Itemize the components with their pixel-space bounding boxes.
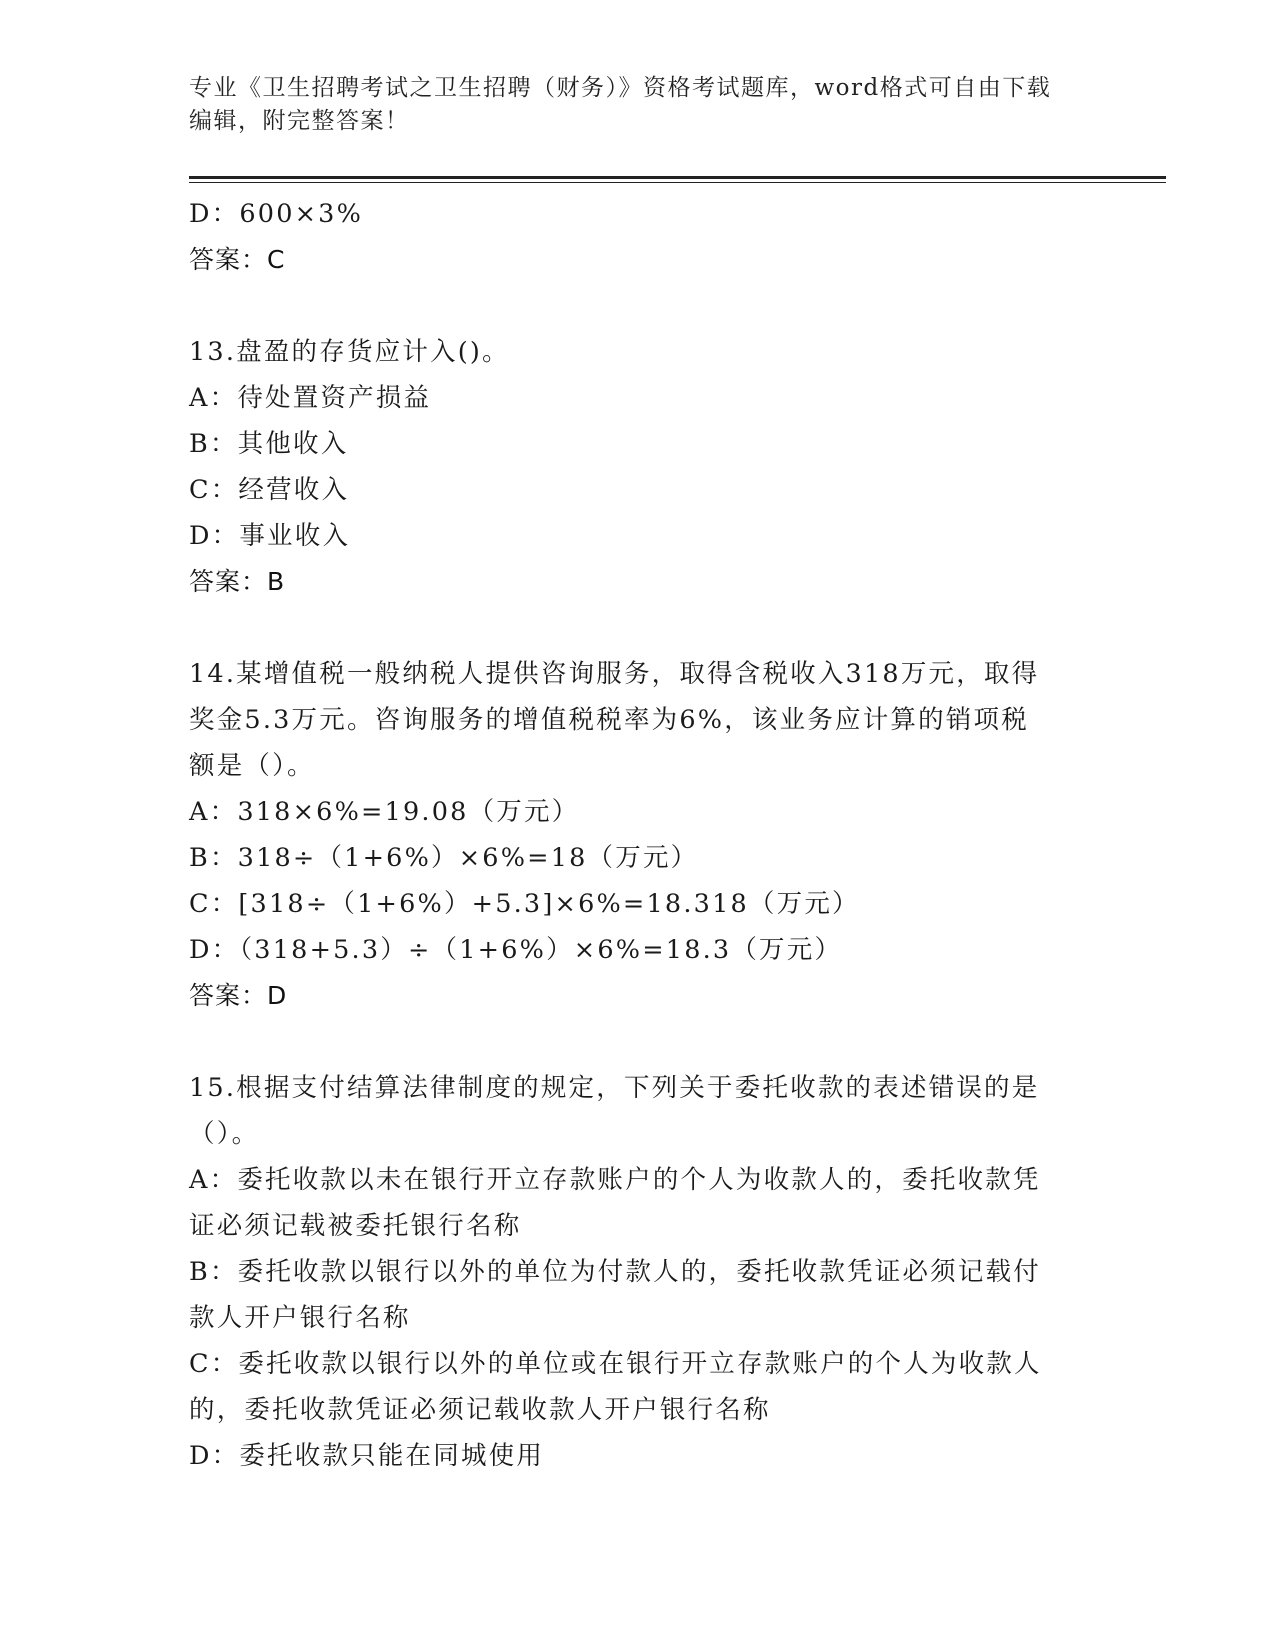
option-b-line: B：委托收款以银行以外的单位为付款人的，委托收款凭证必须记载付 — [189, 1257, 1041, 1287]
option-a-line: 证必须记载被委托银行名称 — [189, 1211, 522, 1241]
question-stem: 13.盘盈的存货应计入()。 — [189, 337, 510, 367]
option-b: B：其他收入 — [189, 429, 349, 459]
document-header — [189, 72, 1089, 138]
header-line-1: 专业《卫生招聘考试之卫生招聘（财务）》资格考试题库，word格式可自由下载 — [189, 75, 1052, 101]
question-13 — [189, 329, 1079, 605]
question-stem-line: 15.根据支付结算法律制度的规定，下列关于委托收款的表述错误的是 — [189, 1073, 1040, 1103]
option-a: A：待处置资产损益 — [189, 383, 432, 413]
option-d: D：（318+5.3）÷（1+6%）×6%=18.3（万元） — [189, 935, 843, 965]
q12-answer: 答案：C — [189, 245, 286, 274]
header-divider-thin — [189, 182, 1166, 183]
option-c: C：经营收入 — [189, 475, 350, 505]
option-b-line: 款人开户银行名称 — [189, 1303, 411, 1333]
option-c: C：[318÷（1+6%）+5.3]×6%=18.318（万元） — [189, 889, 860, 919]
question-15 — [189, 1065, 1079, 1479]
question-stem-line: 14.某增值税一般纳税人提供咨询服务，取得含税收入318万元，取得 — [189, 659, 1040, 689]
option-a-line: A：委托收款以未在银行开立存款账户的个人为收款人的，委托收款凭 — [189, 1165, 1041, 1195]
question-content — [189, 191, 1079, 1479]
option-c-line: 的，委托收款凭证必须记载收款人开户银行名称 — [189, 1395, 771, 1425]
option-d-line: D：委托收款只能在同城使用 — [189, 1441, 545, 1471]
option-a: A：318×6%=19.08（万元） — [189, 797, 580, 827]
spacer — [189, 1019, 1079, 1065]
header-divider-thick — [189, 176, 1166, 179]
q12-option-d: D：600×3% — [189, 199, 364, 229]
spacer — [189, 283, 1079, 329]
option-d: D：事业收入 — [189, 521, 351, 551]
header-line-2: 编辑，附完整答案！ — [189, 108, 410, 134]
spacer — [189, 605, 1079, 651]
answer-label: 答案：D — [189, 981, 288, 1010]
question-14 — [189, 651, 1079, 1019]
question-stem-line: 奖金5.3万元。咨询服务的增值税税率为6%，该业务应计算的销项税 — [189, 705, 1029, 735]
option-c-line: C：委托收款以银行以外的单位或在银行开立存款账户的个人为收款人 — [189, 1349, 1042, 1379]
option-b: B：318÷（1+6%）×6%=18（万元） — [189, 843, 699, 873]
question-stem-line: （）。 — [189, 1119, 260, 1149]
answer-label: 答案：B — [189, 567, 286, 596]
question-stem-line: 额是（）。 — [189, 751, 315, 781]
